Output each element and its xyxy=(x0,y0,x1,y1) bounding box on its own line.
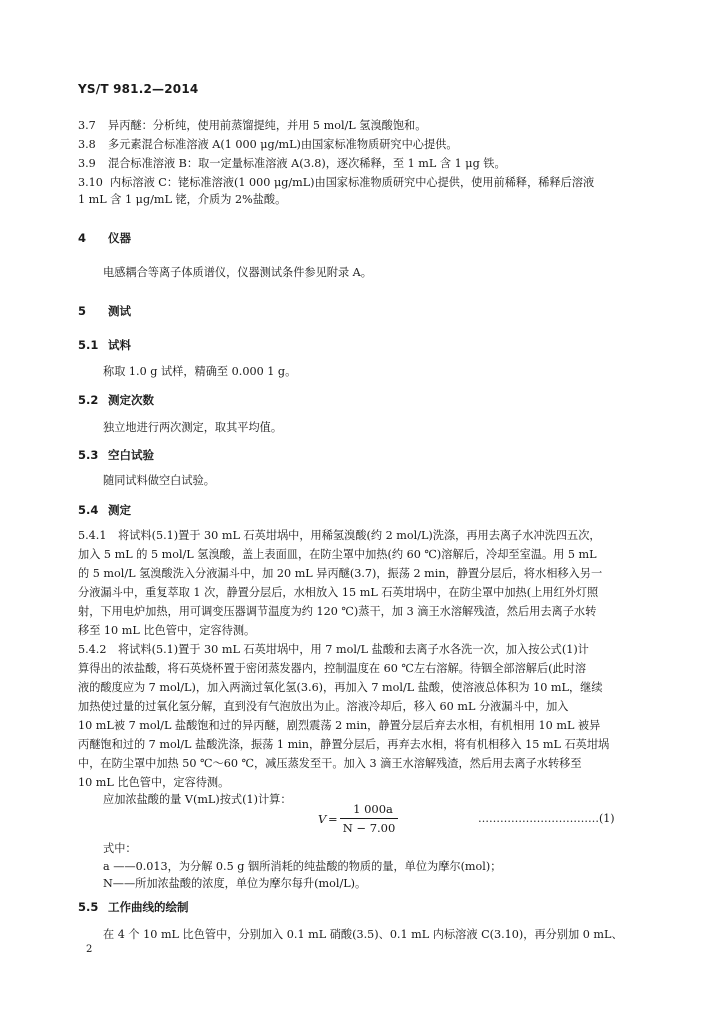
paragraph-line: 中，在防尘罩中加热 50 ℃～60 ℃，减压蒸发至干。加入 3 滴王水溶解残渣，然后用去离子水转移至 xyxy=(78,757,582,770)
section-title: 试料 xyxy=(108,338,131,352)
section-number: 5.1 xyxy=(78,338,99,352)
equation-number: ……………………………(1) xyxy=(478,812,615,825)
paragraph-line: 的 5 mol/L 氢溴酸洗入分液漏斗中，加 20 mL 异丙醚(3.7)，振荡 2 min，静置分层后，将水相移入另一 xyxy=(78,567,603,580)
section-5-2-heading xyxy=(78,392,154,408)
paragraph-line: 算得出的浓盐酸，将石英烧杯置于密闭蒸发器内，控制温度在 60 ℃左右溶解。待铟全部溶解后(此时溶 xyxy=(78,662,587,675)
section-number: 5.5 xyxy=(78,900,99,914)
section-5-heading xyxy=(78,303,131,319)
clause-3-10-cont: 1 mL 含 1 μg/mL 铑，介质为 2%盐酸。 xyxy=(78,193,287,206)
clause-number: 3.10 xyxy=(78,176,103,189)
section-number: 4 xyxy=(78,231,87,245)
standard-number: YS/T 981.2—2014 xyxy=(78,82,199,96)
section-number: 5.3 xyxy=(78,448,99,462)
section-5-5-text: 在 4 个 10 mL 比色管中，分别加入 0.1 mL 硝酸(3.5)、0.1 mL 内标溶液 C(3.10)，再分别加 0 mL、 xyxy=(103,928,623,941)
section-title: 空白试验 xyxy=(108,448,154,462)
formula-lhs: V xyxy=(318,812,327,826)
variable-n-definition: N——所加浓盐酸的浓度，单位为摩尔每升(mol/L)。 xyxy=(103,877,367,890)
paragraph-line: 丙醚饱和过的 7 mol/L 盐酸洗涤，振荡 1 min，静置分层后，再弃去水相，将有机相移入 15 mL 石英坩埚 xyxy=(78,738,610,751)
paragraph-line: 液的酸度应为 7 mol/L)，加入两滴过氧化氢(3.6)，再加入 7 mol/L 盐酸，使溶液总体积为 10 mL，继续 xyxy=(78,681,603,694)
clause-number: 3.9 xyxy=(78,157,96,170)
section-5-1-heading xyxy=(78,337,131,353)
clause-number: 5.4.2 xyxy=(78,643,107,656)
fraction-bar xyxy=(340,818,398,819)
clause-5-4-1 xyxy=(78,529,601,543)
clause-3-7 xyxy=(78,119,426,133)
clause-text: 异丙醚：分析纯，使用前蒸馏提纯，并用 5 mol/L 氢溴酸饱和。 xyxy=(108,119,427,132)
paragraph-line: 移至 10 mL 比色管中，定容待测。 xyxy=(78,624,256,637)
clause-3-8 xyxy=(78,138,458,152)
paragraph-line: 射，下用电炉加热，用可调变压器调节温度为约 120 ℃)蒸干，加 3 滴王水溶解残渣，然后用去离子水转 xyxy=(78,605,597,618)
page-number: 2 xyxy=(86,944,93,955)
section-5-3-text: 随同试料做空白试验。 xyxy=(103,474,215,487)
paragraph-line: 加热使过量的过氧化氢分解，直到没有气泡放出为止。溶液冷却后，移入 60 mL 分液漏斗中，加入 xyxy=(78,700,569,713)
clause-3-10 xyxy=(78,176,594,190)
section-number: 5 xyxy=(78,304,87,318)
clause-3-9 xyxy=(78,157,506,171)
section-5-1-text: 称取 1.0 g 试样，精确至 0.000 1 g。 xyxy=(103,365,297,378)
section-4-text: 电感耦合等离子体质谱仪，仪器测试条件参见附录 A。 xyxy=(103,266,372,279)
section-title: 测定 xyxy=(108,503,131,517)
section-4-heading xyxy=(78,230,131,246)
formula-intro: 应加浓盐酸的量 V(mL)按式(1)计算： xyxy=(103,793,292,806)
formula-denominator: N − 7.00 xyxy=(342,821,396,835)
section-title: 工作曲线的绘制 xyxy=(108,900,189,914)
clause-text: 混合标准溶液 B：取一定量标准溶液 A(3.8)，逐次稀释，至 1 mL 含 1 μg 铁。 xyxy=(108,157,506,170)
paragraph-line: 加入 5 mL 的 5 mol/L 氢溴酸，盖上表面皿，在防尘罩中加热(约 60 ℃)溶解后，冷却至室温。用 5 mL xyxy=(78,548,597,561)
paragraph-line: 分液漏斗中，重复萃取 1 次，静置分层后，水相放入 15 mL 石英坩埚中，在防尘罩中加热(上用红外灯照 xyxy=(78,586,599,599)
clause-text: 多元素混合标准溶液 A(1 000 μg/mL)由国家标准物质研究中心提供。 xyxy=(108,138,458,151)
section-number: 5.2 xyxy=(78,393,99,407)
clause-5-4-2 xyxy=(78,643,589,657)
section-5-3-heading xyxy=(78,447,154,463)
section-title: 测试 xyxy=(108,304,131,318)
section-5-2-text: 独立地进行两次测定，取其平均值。 xyxy=(103,421,283,434)
section-5-5-heading xyxy=(78,899,189,915)
clause-text: 内标溶液 C：铑标准溶液(1 000 μg/mL)由国家标准物质研究中心提供，使用前稀释，稀释后溶液 xyxy=(110,176,595,189)
variable-a-definition: a ——0.013，为分解 0.5 g 铟所消耗的纯盐酸的物质的量，单位为摩尔(mol)； xyxy=(103,860,502,873)
paragraph-line: 10 mL被 7 mol/L 盐酸饱和过的异丙醚，剧烈震荡 2 min，静置分层后弃去水相，有机相用 10 mL 被异 xyxy=(78,719,601,732)
section-5-4-heading xyxy=(78,502,131,518)
clause-number: 3.7 xyxy=(78,119,96,132)
clause-number: 5.4.1 xyxy=(78,529,107,542)
clause-text: 将试料(5.1)置于 30 mL 石英坩埚中，用稀氢溴酸(约 2 mol/L)洗涤，再用去离子水冲洗四五次， xyxy=(118,529,601,542)
formula-equals: = xyxy=(328,812,338,826)
where-title: 式中： xyxy=(103,842,137,855)
formula-1 xyxy=(318,804,408,838)
section-title: 测定次数 xyxy=(108,393,154,407)
clause-number: 3.8 xyxy=(78,138,96,151)
section-title: 仪器 xyxy=(108,231,131,245)
clause-text: 将试料(5.1)置于 30 mL 石英坩埚中，用 7 mol/L 盐酸和去离子水各洗一次，加入按公式(1)计 xyxy=(118,643,589,656)
section-number: 5.4 xyxy=(78,503,99,517)
formula-numerator: 1 000a xyxy=(353,802,393,816)
paragraph-line: 10 mL 比色管中，定容待测。 xyxy=(78,776,230,789)
